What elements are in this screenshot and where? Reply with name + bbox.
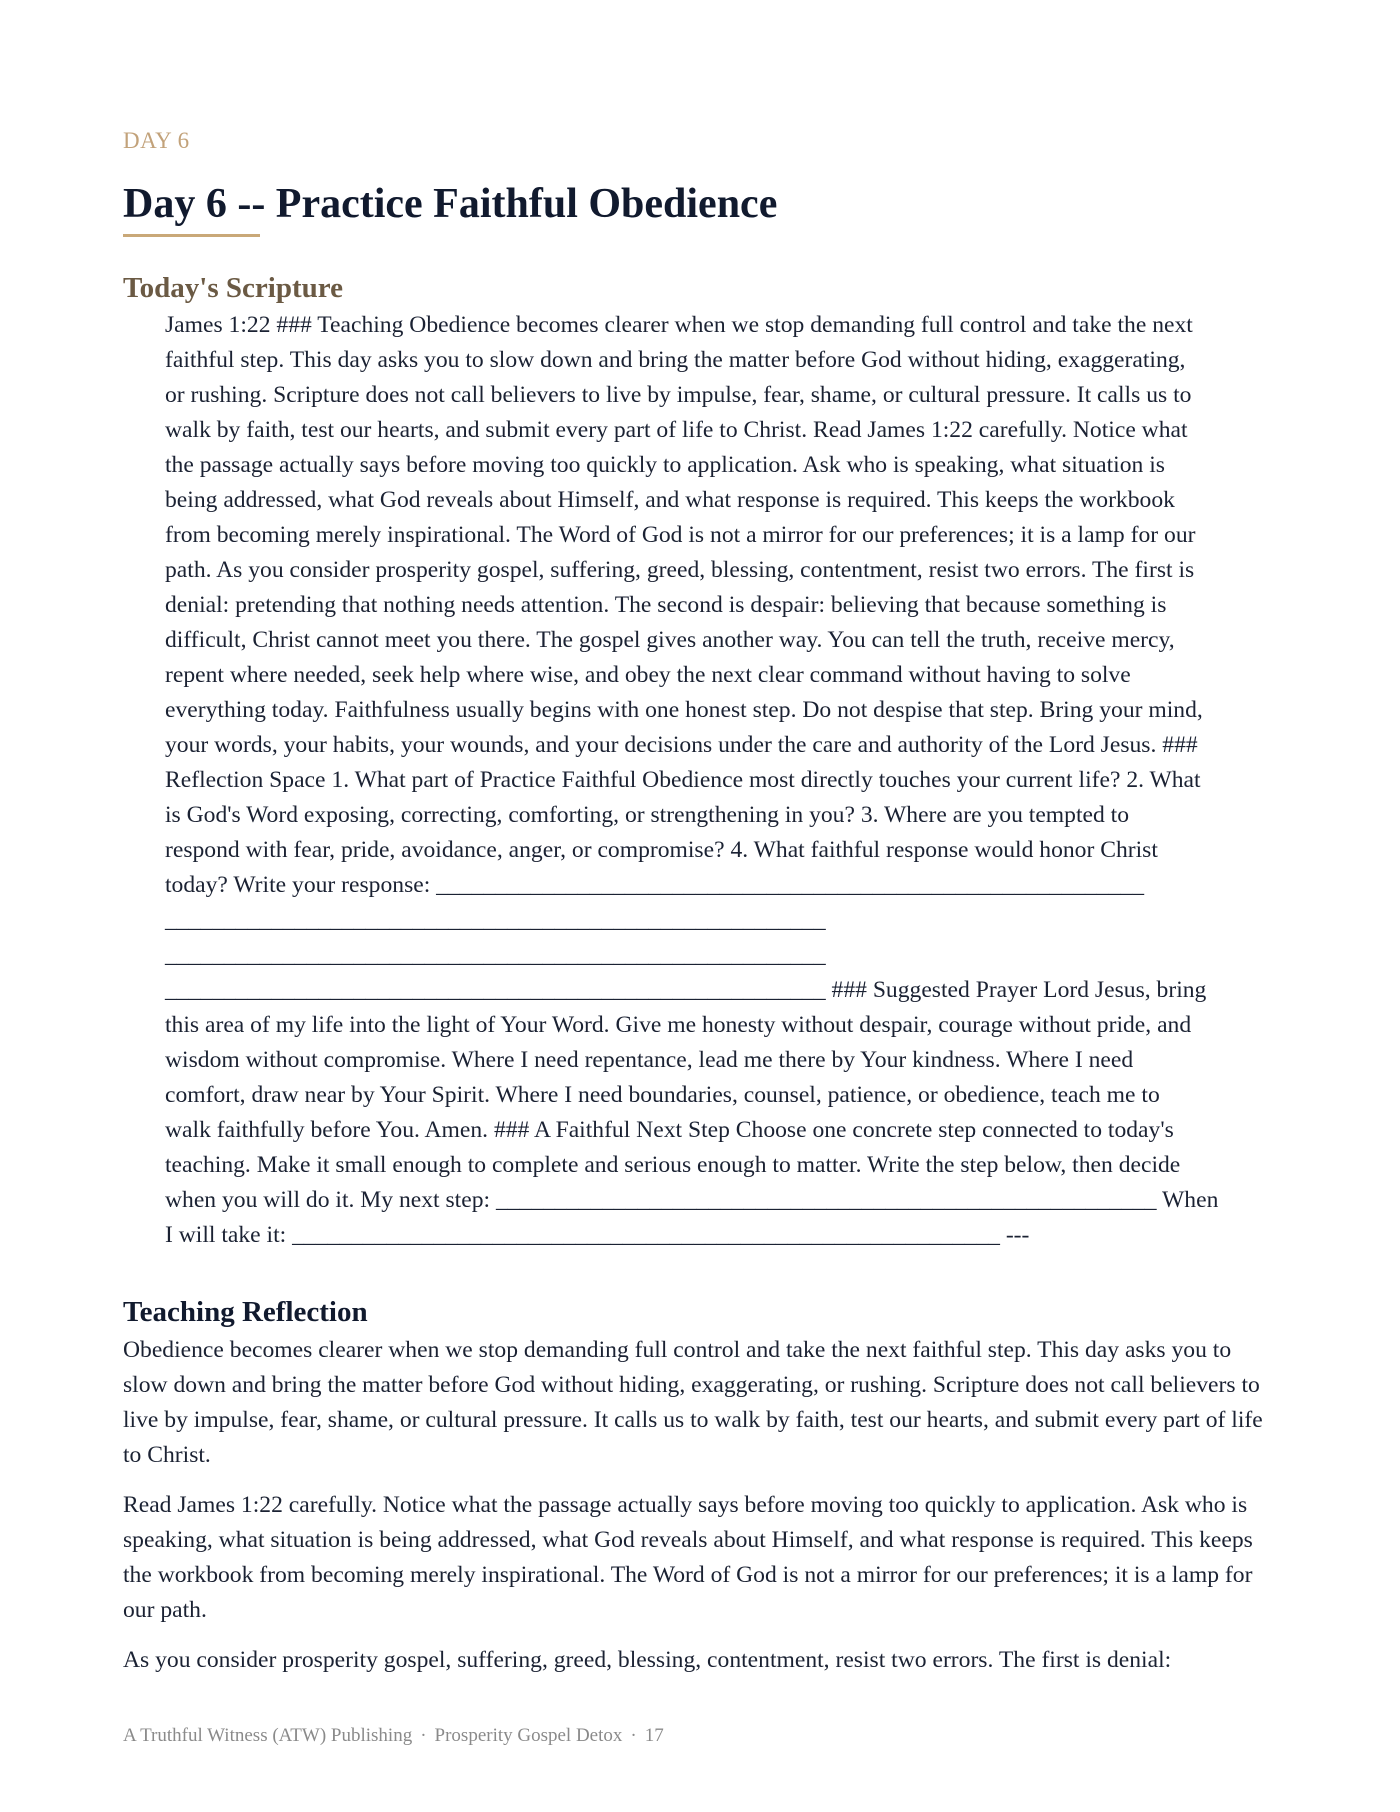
prayer-line: wisdom without compromise. Where I need repentance, lead me there by Your kindness. Where I need	[165, 1047, 1134, 1073]
scripture-line: your words, your habits, your wounds, and your decisions under the care and authority of the Lord Jesus. ###	[165, 732, 1198, 758]
scripture-line: denial: pretending that nothing needs attention. The second is despair: believing that because something is	[165, 592, 1167, 618]
prayer-line: ________________________________________________________ ### Suggested Prayer Lord Jesus, bring	[165, 977, 1207, 1003]
scripture-line: Reflection Space 1. What part of Practice Faithful Obedience most directly touches your current life? 2. What	[165, 767, 1201, 793]
scripture-body	[165, 308, 1400, 1253]
next-step-line: teaching. Make it small enough to complete and serious enough to matter. Write the step below, then decide	[165, 1152, 1181, 1178]
scripture-line: the passage actually says before moving too quickly to application. Ask who is speaking, what situation is	[165, 452, 1165, 478]
footer-book-title: Prosperity Gospel Detox	[434, 1725, 623, 1746]
day-label: DAY 6	[123, 128, 190, 153]
scripture-line: repent where needed, seek help where wise, and obey the next clear command without having to solve	[165, 662, 1131, 688]
scripture-line: everything today. Faithfulness usually begins with one honest step. Do not despise that step. Bring your mind,	[165, 697, 1203, 723]
scripture-line: respond with fear, pride, avoidance, anger, or compromise? 4. What faithful response would honor Christ	[165, 837, 1158, 863]
response-line: today? Write your response: ____________________________________________________________	[165, 872, 1144, 898]
scripture-line: walk by faith, test our hearts, and submit every part of life to Christ. Read James 1:22 carefully. Notice what	[165, 417, 1188, 443]
scripture-line: faithful step. This day asks you to slow down and bring the matter before God without hiding, exaggerating,	[165, 347, 1186, 373]
teaching-paragraph: Read James 1:22 carefully. Notice what the passage actually says before moving too quickly to application. Ask who is speaking, what situation is being addressed, what God reveals about Himself, and what response is required. This keeps the workbook from becoming merely inspirational. The Word of God is not a mirror for our preferences; it is a lamp for our path.	[123, 1492, 1253, 1623]
scripture-line: difficult, Christ cannot meet you there. The gospel gives another way. You can tell the truth, receive mercy,	[165, 627, 1175, 653]
teaching-reflection-heading: Teaching Reflection	[123, 1296, 368, 1328]
next-step-line: when you will do it. My next step: ________________________________________________________ When	[165, 1187, 1219, 1213]
prayer-line: comfort, draw near by Your Spirit. Where I need boundaries, counsel, patience, or obedience, teach me to	[165, 1082, 1160, 1108]
footer-separator: ·	[630, 1725, 637, 1746]
response-blank-line: ________________________________________________________	[165, 942, 826, 968]
next-step-line: I will take it: ____________________________________________________________ ---	[165, 1222, 1030, 1248]
scripture-line: James 1:22 ### Teaching Obedience becomes clearer when we stop demanding full control and take the next	[165, 312, 1193, 338]
teaching-paragraph: As you consider prosperity gospel, suffering, greed, blessing, contentment, resist two errors. The first is denial:	[123, 1647, 1172, 1673]
page-footer	[123, 1725, 664, 1747]
footer-separator: ·	[420, 1725, 427, 1746]
scripture-line: from becoming merely inspirational. The Word of God is not a mirror for our preferences; it is a lamp for our	[165, 522, 1196, 548]
teaching-paragraph: Obedience becomes clearer when we stop demanding full control and take the next faithful step. This day asks you to slow down and bring the matter before God without hiding, exaggerating, or rushing. Scripture does not call believers to live by impulse, fear, shame, or cultural pressure. It calls us to walk by faith, test our hearts, and submit every part of life to Christ.	[123, 1337, 1263, 1468]
scripture-line: path. As you consider prosperity gospel, suffering, greed, blessing, contentment, resist two errors. The first is	[165, 557, 1195, 583]
scripture-line: or rushing. Scripture does not call believers to live by impulse, fear, shame, or cultural pressure. It calls us to	[165, 382, 1192, 408]
teaching-reflection-body	[123, 1333, 1263, 1693]
scripture-line: being addressed, what God reveals about Himself, and what response is required. This keeps the workbook	[165, 487, 1175, 513]
response-blank-line: ________________________________________________________	[165, 907, 826, 933]
page-title: Day 6 -- Practice Faithful Obedience	[123, 181, 778, 227]
prayer-line: this area of my life into the light of Your Word. Give me honesty without despair, courage without pride, and	[165, 1012, 1192, 1038]
title-underline-rule	[123, 234, 260, 237]
scripture-line: is God's Word exposing, correcting, comforting, or strengthening in you? 3. Where are you tempted to	[165, 802, 1130, 828]
footer-publisher: A Truthful Witness (ATW) Publishing	[123, 1725, 413, 1746]
scripture-heading: Today's Scripture	[123, 272, 343, 304]
next-step-line: walk faithfully before You. Amen. ### A Faithful Next Step Choose one concrete step connected to today's	[165, 1117, 1174, 1143]
footer-page-number: 17	[644, 1725, 664, 1746]
